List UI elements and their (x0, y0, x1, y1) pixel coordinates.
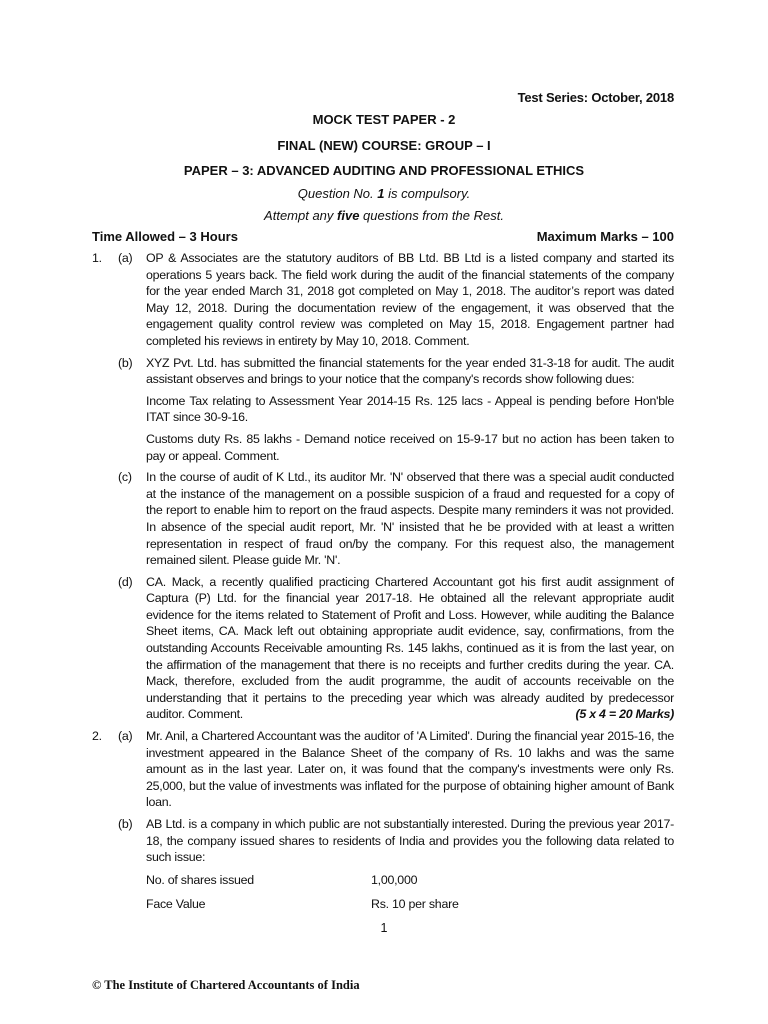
question-text: OP & Associates are the statutory auditors of BB Ltd. BB Ltd is a listed company and started its operations 5 years back. The field work during the audit of the financial statements of the company for the year ended March 31, 2018 got completed on May 1, 2018. The auditor’s report was dated May 12, 2018. During the documentation review of the engagement, it was observed that the engagement quality control review was completed on May 15, 2018. Engagement partner had completed his reviews in entirety by May 10, 2018. Comment. (146, 251, 674, 348)
question-1b (118, 355, 674, 465)
sub-label: (a) (118, 729, 133, 744)
question-number: 1. (92, 251, 102, 265)
instruction-attempt: Attempt any five questions from the Rest. (264, 208, 504, 223)
question-text: Customs duty Rs. 85 lakhs - Demand notice received on 15-9-17 but no action has been taken to pay or appeal. Comment. (146, 431, 674, 463)
maximum-marks: Maximum Marks – 100 (536, 229, 674, 244)
data-key: Face Value (146, 897, 206, 912)
questions-body (92, 250, 674, 918)
question-text: AB Ltd. is a company in which public are not substantially interested. During the previous year 2017-18, the company issued shares to residents of India and provides you the following data related to such issue: (146, 817, 674, 865)
sub-label: (a) (118, 251, 133, 265)
course-title: FINAL (NEW) COURSE: GROUP – I (277, 138, 491, 153)
data-row (146, 872, 674, 889)
question-number: 2. (92, 729, 102, 744)
question-1d (118, 574, 674, 723)
paper-title: MOCK TEST PAPER - 2 (312, 112, 456, 127)
question-2b (118, 816, 674, 913)
data-value: 1,00,000 (371, 872, 418, 887)
instruction-compulsory: Question No. 1 is compulsory. (297, 186, 471, 201)
question-1 (92, 250, 674, 723)
time-allowed: Time Allowed – 3 Hours (92, 229, 238, 244)
sub-label: (b) (118, 817, 133, 831)
footer-copyright: © The Institute of Chartered Accountants of India (92, 978, 360, 992)
question-2 (92, 728, 674, 913)
data-value: Rs. 10 per share (371, 897, 459, 912)
test-series: Test Series: October, 2018 (517, 90, 674, 105)
question-text: CA. Mack, a recently qualified practicing Chartered Accountant got his first audit assignment of Captura (P) Ltd. for the financial year 2017-18. He obtained all the relevant appropriate audit evidence for the items related to Statement of Profit and Loss. However, while auditing the Balance Sheet items, CA. Mack left out obtaining appropriate audit evidence, say, confirmations, from the outstanding Accounts Receivable amounting Rs. 145 lakhs, continued as it is from the last year, on the affirmation of the management that there is no receipts and further credits during the year. CA. Mack, therefore, excluded from the audit programme, the audit of accounts receivable on the understanding that it pertains to the preceding year which was already audited by predecessor (146, 574, 674, 705)
question-text: XYZ Pvt. Ltd. has submitted the financial statements for the year ended 31-3-18 for audit. The audit assistant observes and brings to your notice that the company's records show following dues: (146, 355, 674, 387)
sub-label: (d) (118, 574, 133, 589)
data-row (146, 896, 674, 913)
page-number: 1 (380, 921, 388, 935)
paper-subject: PAPER – 3: ADVANCED AUDITING AND PROFESSIONAL ETHICS (183, 163, 585, 178)
sub-label: (b) (118, 355, 133, 370)
question-text: Income Tax relating to Assessment Year 2014-15 Rs. 125 lacs - Appeal is pending before Hon'ble ITAT since 30-9-16. (146, 393, 674, 425)
question-2a (118, 728, 674, 811)
question-text: Mr. Anil, a Chartered Accountant was the auditor of 'A Limited'. During the financial year 2015-16, the investment appeared in the Balance Sheet of the company of Rs. 10 lakhs and was the same amount as in the last year. Later on, it was found that the company's investments were only Rs. 25,000, but the value of investments was inflated for the purpose of obtaining higher amount of Bank loan. (146, 729, 674, 810)
sub-label: (c) (118, 470, 132, 485)
data-key: No. of shares issued (146, 872, 254, 887)
question-1c (118, 469, 674, 569)
question-text: In the course of audit of K Ltd., its auditor Mr. 'N' observed that there was a special audit conducted at the instance of the management on a possible suspicion of a fraud and requested for a copy of the report to enable him to report on the fraud aspects. Despite many reminders it was not provided. In absence of the special audit report, Mr. 'N' insisted that he be provided with at least a written representation in respect of fraud on/by the company. For this request also, the management remained silent. Please guide Mr. 'N'. (146, 470, 674, 568)
question-1a (118, 250, 674, 350)
question-marks: (5 x 4 = 20 Marks) (575, 707, 674, 722)
marks-line (146, 706, 674, 723)
question-text: auditor. Comment. (146, 707, 243, 722)
